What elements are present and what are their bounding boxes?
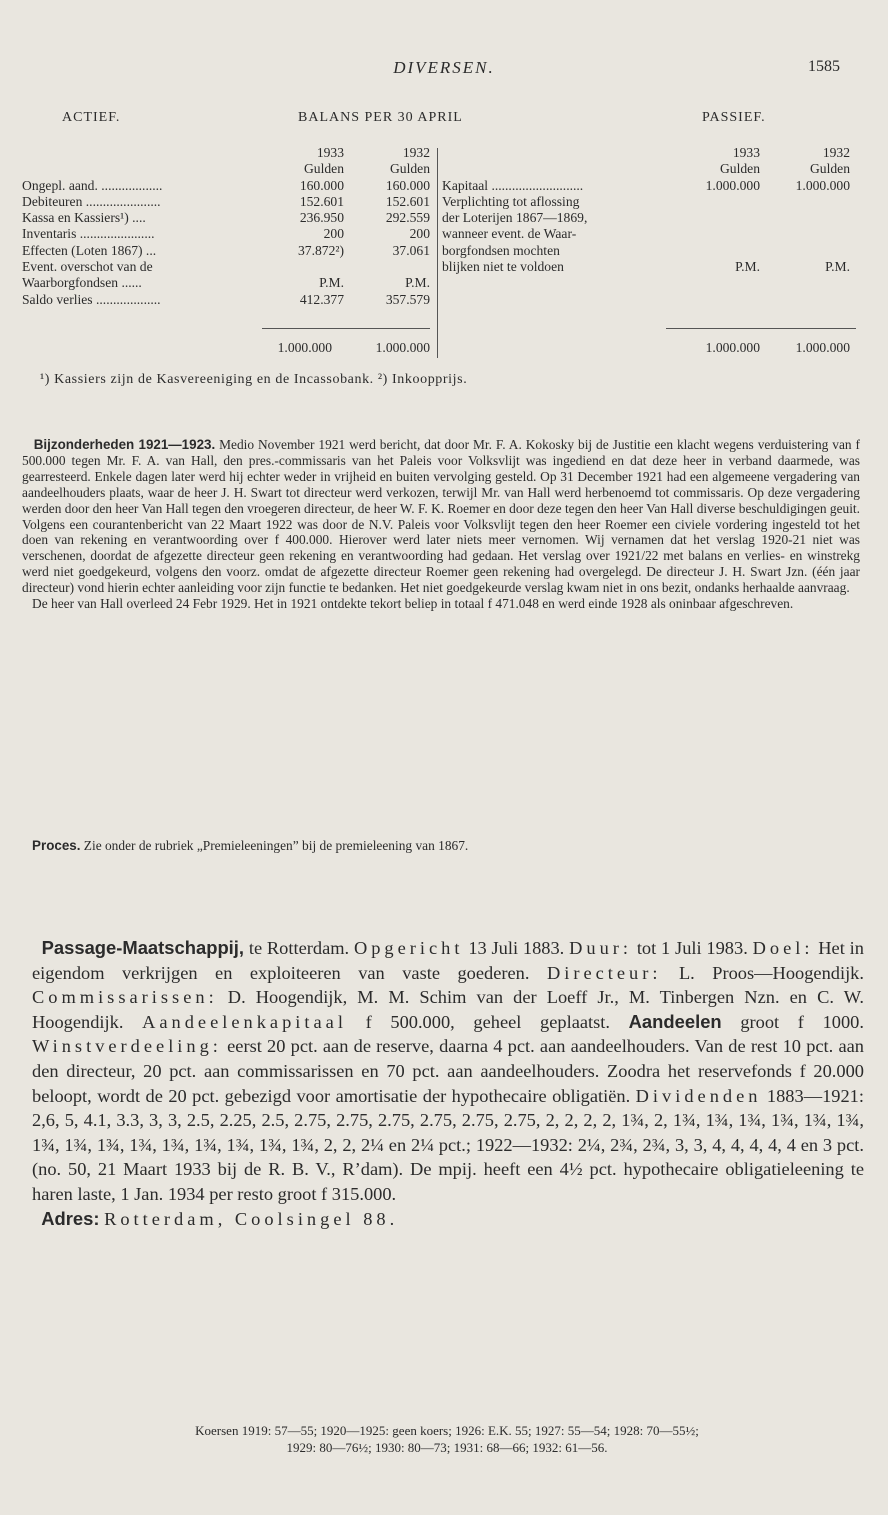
actief-values-1932 bbox=[352, 178, 430, 308]
company-name: Passage-Maatschappij, bbox=[41, 937, 245, 958]
balance-cell: 357.579 bbox=[385, 291, 430, 307]
unit-header: Gulden bbox=[389, 161, 430, 177]
actief-col-1932 bbox=[362, 145, 430, 178]
directeur-label: Directeur: bbox=[546, 962, 662, 983]
aandeelenkapitaal-value: f 500.000, geheel geplaatst. bbox=[365, 1011, 610, 1032]
winstverdeeling-label: Winstverdeeling: bbox=[32, 1036, 222, 1057]
unit-header: Gulden bbox=[809, 161, 850, 177]
balance-cell: 200 bbox=[409, 226, 430, 242]
balance-cell: 412.377 bbox=[299, 291, 344, 307]
balance-cell: 1.000.000 bbox=[795, 177, 850, 193]
balance-cell: P.M. bbox=[735, 259, 760, 275]
balance-title: BALANS PER 30 APRIL bbox=[298, 110, 463, 125]
page-number: 1585 bbox=[808, 58, 840, 75]
passief-values-1933 bbox=[677, 178, 760, 276]
bijzonderheden-heading: Bijzonderheden 1921—1923. bbox=[33, 437, 216, 452]
page-title: DIVERSEN. bbox=[393, 58, 495, 77]
balance-cell bbox=[677, 243, 760, 259]
balance-cell: 152.601 bbox=[385, 193, 430, 209]
aandeelen-value: groot f 1000. bbox=[740, 1011, 864, 1032]
balance-cell bbox=[677, 210, 760, 226]
passief-col-1932 bbox=[768, 145, 850, 178]
koersen-line-1: Koersen 1919: 57—55; 1920—1925: geen koers; 1926: E.K. 55; 1927: 55—54; 1928: 70—55½; bbox=[195, 1423, 699, 1438]
passief-col-1933 bbox=[682, 145, 760, 178]
balance-row-label: der Loterijen 1867—1869, bbox=[442, 210, 588, 226]
balance-cell bbox=[677, 226, 760, 242]
balance-row-label: Inventaris ...................... bbox=[22, 226, 155, 242]
balance-row-label: borgfondsen mochten bbox=[442, 242, 560, 258]
year-header: 1932 bbox=[402, 145, 430, 160]
balance-cell: 152.601 bbox=[299, 193, 344, 209]
bijzonderheden-text-2: De heer van Hall overleed 24 Febr 1929. Het in 1921 ontdekte tekort beliep in totaal f 471.048 en werd einde 1928 als oninbaar afgeschreven. bbox=[32, 596, 794, 612]
commissarissen-value: D. Hoogendijk, M. M. Schim van der Loeff Jr., M. Tinbergen Nzn. en C. W. Hoogendijk. bbox=[32, 987, 864, 1032]
balance-cell: 1.000.000 bbox=[705, 177, 760, 193]
proces-text: Zie onder de rubriek „Premieleeningen” bij de premieleening van 1867. bbox=[83, 838, 469, 853]
actief-col-1933 bbox=[274, 145, 344, 178]
actief-values-1933 bbox=[262, 178, 344, 308]
proces-heading: Proces. bbox=[32, 838, 81, 853]
passief-label: PASSIEF. bbox=[702, 110, 766, 125]
balance-footnote: ¹) Kassiers zijn de Kasvereeniging en de Incassobank. ²) Inkoopprijs. bbox=[40, 372, 468, 387]
balance-cell bbox=[768, 226, 850, 242]
bijzonderheden-text: Medio November 1921 werd bericht, dat door Mr. F. A. Kokosky bij de Justitie een klacht wegens verduistering van f 500.000 tegen Mr. F. A. van Hall, den pres.-commissaris van het Paleis voor Volksvlijt was ingediend en dat deze heer in verband daarmede, was gearresteerd. Enkele dagen later werd hij echter weder in vrijheid en buiten vervolging gesteld. Op 31 December 1921 had een algemeene vergadering van aandeelhouders plaats, waar de heer J. H. Swart tot directeur werd verkozen, terwijl Mr. van Hall werd herbenoemd tot commissaris. Op deze vergadering werden door den heer Van Hall tegen den vroegeren directeur, de heer W. F. K. Roemer en door deze tegen den heer Van Hall diverse beschuldigingen geuit. Volgens een courantenbericht van 22 Maart 1922 was door de N.V. Paleis voor Volksvlijt tegen den heer Roemer een civiele vordering ingesteld tot het doen van rekening en verantwoording over f 400.000. Hierover werd later niets meer vernomen. Wij vernamen dat het verslag 1920-21 niet was verschenen, doordat de afgezette directeur geen rekening en verantwoording had gedaan. Het verslag over 1921/22 met balans en verlies- en winstrekg werd niet goedgekeurd, volgens den voorz. omdat de afgezette directeur Roemer geen rekening had overgelegd. De directeur J. H. Swart Jzn. (één jaar directeur) vond hierin echter aanleiding voor zijn functie te bedanken. Het niet goedgekeurde verslag kwam niet in ons bezit, ondanks herhaalde aanvraag. bbox=[22, 437, 860, 596]
duur-label: Duur: bbox=[569, 938, 632, 958]
balance-cell: 160.000 bbox=[385, 177, 430, 193]
commissarissen-label: Commissarissen: bbox=[32, 987, 218, 1008]
balance-cell bbox=[768, 210, 850, 226]
passief-values-1932 bbox=[768, 178, 850, 276]
column-divider bbox=[437, 148, 438, 358]
balance-row-label: Kassa en Kassiers¹) .... bbox=[22, 210, 146, 226]
duur-value: tot 1 Juli 1983. bbox=[636, 938, 748, 958]
adres-label: Adres: bbox=[41, 1207, 100, 1229]
year-header: 1933 bbox=[732, 145, 760, 160]
proces-section bbox=[22, 838, 860, 854]
balance-row-label: wanneer event. de Waar- bbox=[442, 226, 577, 242]
balance-cell bbox=[768, 243, 850, 259]
balance-cell: 37.061 bbox=[392, 242, 430, 258]
dividenden-label: Dividenden bbox=[635, 1085, 762, 1106]
adres-value: Rotterdam, Coolsingel 88. bbox=[104, 1208, 399, 1229]
balance-cell: 200 bbox=[323, 226, 344, 242]
company-place: te Rotterdam. bbox=[248, 938, 350, 958]
year-header: 1933 bbox=[316, 145, 344, 160]
actief-total-rule bbox=[262, 328, 430, 329]
balance-row-label: Kapitaal ........................... bbox=[442, 177, 584, 193]
balance-row-label: Debiteuren ...................... bbox=[22, 193, 161, 209]
total-passief-1933: 1.000.000 bbox=[705, 340, 760, 355]
balance-row-label: Saldo verlies ................... bbox=[22, 291, 161, 307]
balance-cell: P.M. bbox=[825, 259, 850, 275]
aandeelen-label: Aandeelen bbox=[628, 1010, 722, 1032]
total-actief-1933: 1.000.000 bbox=[277, 340, 332, 355]
aandeelenkapitaal-label: Aandeelenkapitaal bbox=[142, 1011, 347, 1032]
balance-cell bbox=[768, 194, 850, 210]
actief-labels bbox=[22, 178, 272, 308]
balance-row-label: Event. overschot van de bbox=[22, 259, 153, 275]
dividenden-value: 1883—1921: 2,6, 5, 4.1, 3.3, 3, 3, 2.5, 2.25, 2.5, 2.75, 2.75, 2.75, 2.75, 2.75, 2.75, 2, 2, 2, 2, 1¾, 2, 1¾, 1¾, 1¾, 1¾, 1¾, 1¾, 1¾, 1¾, 1¾, 1¾, 1¾, 1¾, 1¾, 1¾, 1¾, 2, 2, 2¼ en 2¼ pct.; 1922—1932: 2¼, 2¾, 2¾, 3, 3, 4, 4, 4, 4, 4 en 3 pct. (no. 50, 21 Maart 1933 bij de R. B. V., R’dam). De mpij. heeft een 4½ pct. hypothecaire obligatieleening te haren laste, 1 Jan. 1934 per resto groot f 315.000. bbox=[32, 1085, 864, 1204]
winstverdeeling-value: eerst 20 pct. aan de reserve, daarna 4 pct. aan aandeelhouders. Van de rest 10 pct. aan den directeur, 20 pct. aan commissarissen en 70 pct. aan aandeelhouders. Zoodra het reservefonds f 20.000 beloopt, wordt de 20 pct. gebezigd voor amortisatie der hypothecaire obligatiën. bbox=[32, 1036, 864, 1106]
unit-header: Gulden bbox=[303, 161, 344, 177]
balance-row-label: Ongepl. aand. .................. bbox=[22, 177, 163, 193]
bijzonderheden-section bbox=[22, 437, 860, 612]
balance-row-label: Verplichting tot aflossing bbox=[442, 193, 580, 209]
total-actief-1932: 1.000.000 bbox=[375, 340, 430, 355]
balance-cell: P.M. bbox=[405, 275, 430, 291]
balance-cell bbox=[352, 259, 430, 275]
opgericht-value: 13 Juli 1883. bbox=[468, 938, 565, 958]
opgericht-label: Opgericht bbox=[353, 938, 464, 958]
passage-maatschappij-entry bbox=[32, 936, 864, 1231]
balance-row-label: Waarborgfondsen ...... bbox=[22, 275, 142, 291]
balance-cell: 160.000 bbox=[299, 177, 344, 193]
balance-cell bbox=[262, 259, 344, 275]
koersen-line-2: 1929: 80—76½; 1930: 80—73; 1931: 68—66; 1932: 61—56. bbox=[286, 1440, 608, 1455]
year-header: 1932 bbox=[822, 145, 850, 160]
total-passief-1932: 1.000.000 bbox=[795, 340, 850, 355]
doel-value: Het in eigendom verkrijgen en exploiteeren van vaste goederen. bbox=[32, 938, 864, 983]
balance-cell bbox=[677, 194, 760, 210]
balance-cell: 292.559 bbox=[385, 210, 430, 226]
balance-row-label: blijken niet te voldoen bbox=[442, 259, 564, 275]
doel-label: Doel: bbox=[752, 938, 814, 958]
balance-row-label: Effecten (Loten 1867) ... bbox=[22, 242, 157, 258]
balance-cell: P.M. bbox=[319, 275, 344, 291]
passief-total-rule bbox=[666, 328, 856, 329]
unit-header: Gulden bbox=[719, 161, 760, 177]
balance-cell: 236.950 bbox=[299, 210, 344, 226]
balance-cell: 37.872²) bbox=[298, 242, 344, 258]
koersen bbox=[32, 1422, 862, 1456]
directeur-value: L. Proos—Hoogendijk. bbox=[678, 962, 864, 983]
actief-label: ACTIEF. bbox=[62, 110, 121, 125]
passief-labels bbox=[442, 178, 692, 276]
